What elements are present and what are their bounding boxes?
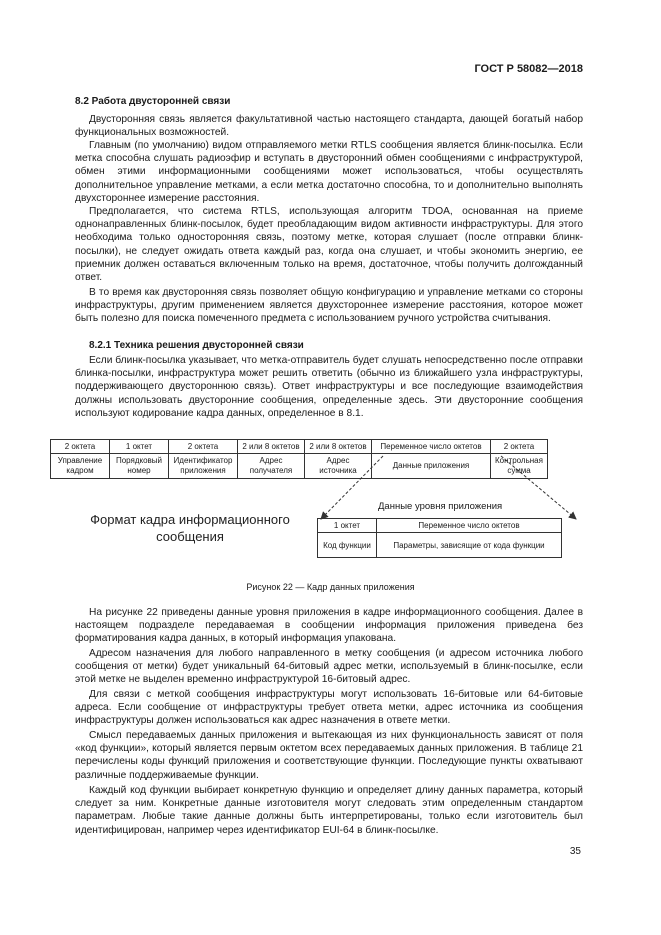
frame-size-cell: Переменное число октетов xyxy=(372,440,491,454)
frame-field-cell: Данные приложения xyxy=(372,454,491,479)
paragraph: На рисунке 22 приведены данные уровня приложения в кадре информационного сообщения. Далее в настоящем подразделе передаваемая в сообщении информация приложения приведена без форматирования кадра данных, в который информация упакована. xyxy=(75,607,583,645)
frame-format-label: Формат кадра информационного сообщения xyxy=(90,512,290,544)
frame-size-cell: 2 октета xyxy=(491,440,548,454)
paragraph: Главным (по умолчанию) видом отправляемого метки RTLS сообщения является блинк-посылка. Если метка способна слушать радиоэфир и вступать в двусторонний обмен сообщениями с инфраструктурой, обмен этими информационными сообщениями может использоваться, чтобы осуществлять дополнительное управление метками, а если метка достаточно способна, то и дополнительно выполнять двухстороннее измерение расстояния. xyxy=(75,140,583,204)
paragraph: Каждый код функции выбирает конкретную функцию и определяет длину данных параметра, который следует за ним. Конкретные данные изготовителя могут следовать этим определенным стандартом параметрам. Любые такие данные должны быть интерпретированы, только если изготовитель был идентифицирован, например через идентификатор EUI-64 в блинк-посылке. xyxy=(75,785,583,836)
app-field-cell: Параметры, зависящие от кода функции xyxy=(377,533,562,558)
subsection-title: 8.2.1 Техника решения двусторонней связи xyxy=(89,340,304,351)
paragraph: Адресом назначения для любого направленного в метку сообщения (и адресом источника любого сообщения от метки) будет уникальный 64-битовый адрес метки, используемый в блинк-посылке, если этой метке не выделен временно инфраструктурой 16-битовый адрес. xyxy=(75,648,583,686)
app-data-label: Данные уровня приложения xyxy=(378,501,503,512)
frame-field-cell: Идентификатор приложения xyxy=(169,454,238,479)
figure-caption: Рисунок 22 — Кадр данных приложения xyxy=(246,582,415,592)
paragraph: Предполагается, что система RTLS, использующая алгоритм TDOA, основанная на приеме однонаправленных блинк-посылок, будет преобладающим видом активности инфраструктуры. Для этого необходима только односторонняя связь, поэтому метке, которая слушает (после отправки блинк-посылки), не следует ожидать ответа каждый раз, когда она слушает, и чтобы экономить энергию, ее приемник должен оставаться включенным только на время, достаточное, чтобы получить долгожданный ответ. xyxy=(75,206,583,284)
frame-size-cell: 2 октета xyxy=(169,440,238,454)
frame-field-cell: Адрес получателя xyxy=(238,454,305,479)
section-title: 8.2 Работа двусторонней связи xyxy=(75,96,231,107)
right-dashed-arrow xyxy=(501,456,576,519)
frame-field-cell: Управление кадром xyxy=(51,454,110,479)
frame-size-cell: 2 октета xyxy=(51,440,110,454)
frame-field-cell: Контрольная сумма xyxy=(491,454,548,479)
app-field-cell: Код функции xyxy=(318,533,377,558)
frame-field-cell: Порядковый номер xyxy=(110,454,169,479)
frame-size-cell: 2 или 8 октетов xyxy=(305,440,372,454)
paragraph: Двусторонняя связь является факультативной частью настоящего стандарта, дающей богатый набор функциональных возможностей. xyxy=(75,114,583,139)
page-number: 35 xyxy=(569,846,581,857)
paragraph: В то время как двусторонняя связь позволяет общую конфигурацию и управление метками со стороны инфраструктуры, другим применением является двухстороннее измерение расстояния, которое может быть полезно для поиска помеченного предмета с использованием ручного устройства считывания. xyxy=(75,287,583,325)
paragraph: Смысл передаваемых данных приложения и вытекающая из них функциональность зависят от поля «код функции», который является первым октетом всех передаваемых данных приложения. В таблице 21 перечислены коды функций приложения и соответствующие функции. Последующие пункты охватывают различные поддерживаемые функции. xyxy=(75,730,583,781)
paragraph: Для связи с меткой сообщения инфраструктуры могут использовать 16-битовые или 64-битовые адреса. Если сообщение от инфраструктуры требует ответа метки, адрес источника из сообщения инфраструктуры должен использоваться как адрес назначения в ответе метки. xyxy=(75,689,583,727)
standard-header: ГОСТ Р 58082—2018 xyxy=(474,63,583,75)
paragraph: Если блинк-посылка указывает, что метка-отправитель будет слушать непосредственно после отправки блинка-посылки, инфраструктура может решить ответить (обычно из ближайшего узла инфраструктуры, поддерживающего двустороннюю связь). Ответ инфраструктуры и все последующие взаимодействия должны использовать двусторонние сообщения, определенные здесь. Эти двусторонние сообщения используют кодирование кадра данных, определенное в 8.1. xyxy=(75,355,583,419)
left-dashed-arrow xyxy=(321,456,383,519)
frame-size-cell: 2 или 8 октетов xyxy=(238,440,305,454)
app-data-table xyxy=(317,518,562,558)
app-size-cell: Переменное число октетов xyxy=(377,519,562,533)
frame-size-cell: 1 октет xyxy=(110,440,169,454)
app-size-cell: 1 октет xyxy=(318,519,377,533)
frame-field-cell: Адрес источника xyxy=(305,454,372,479)
